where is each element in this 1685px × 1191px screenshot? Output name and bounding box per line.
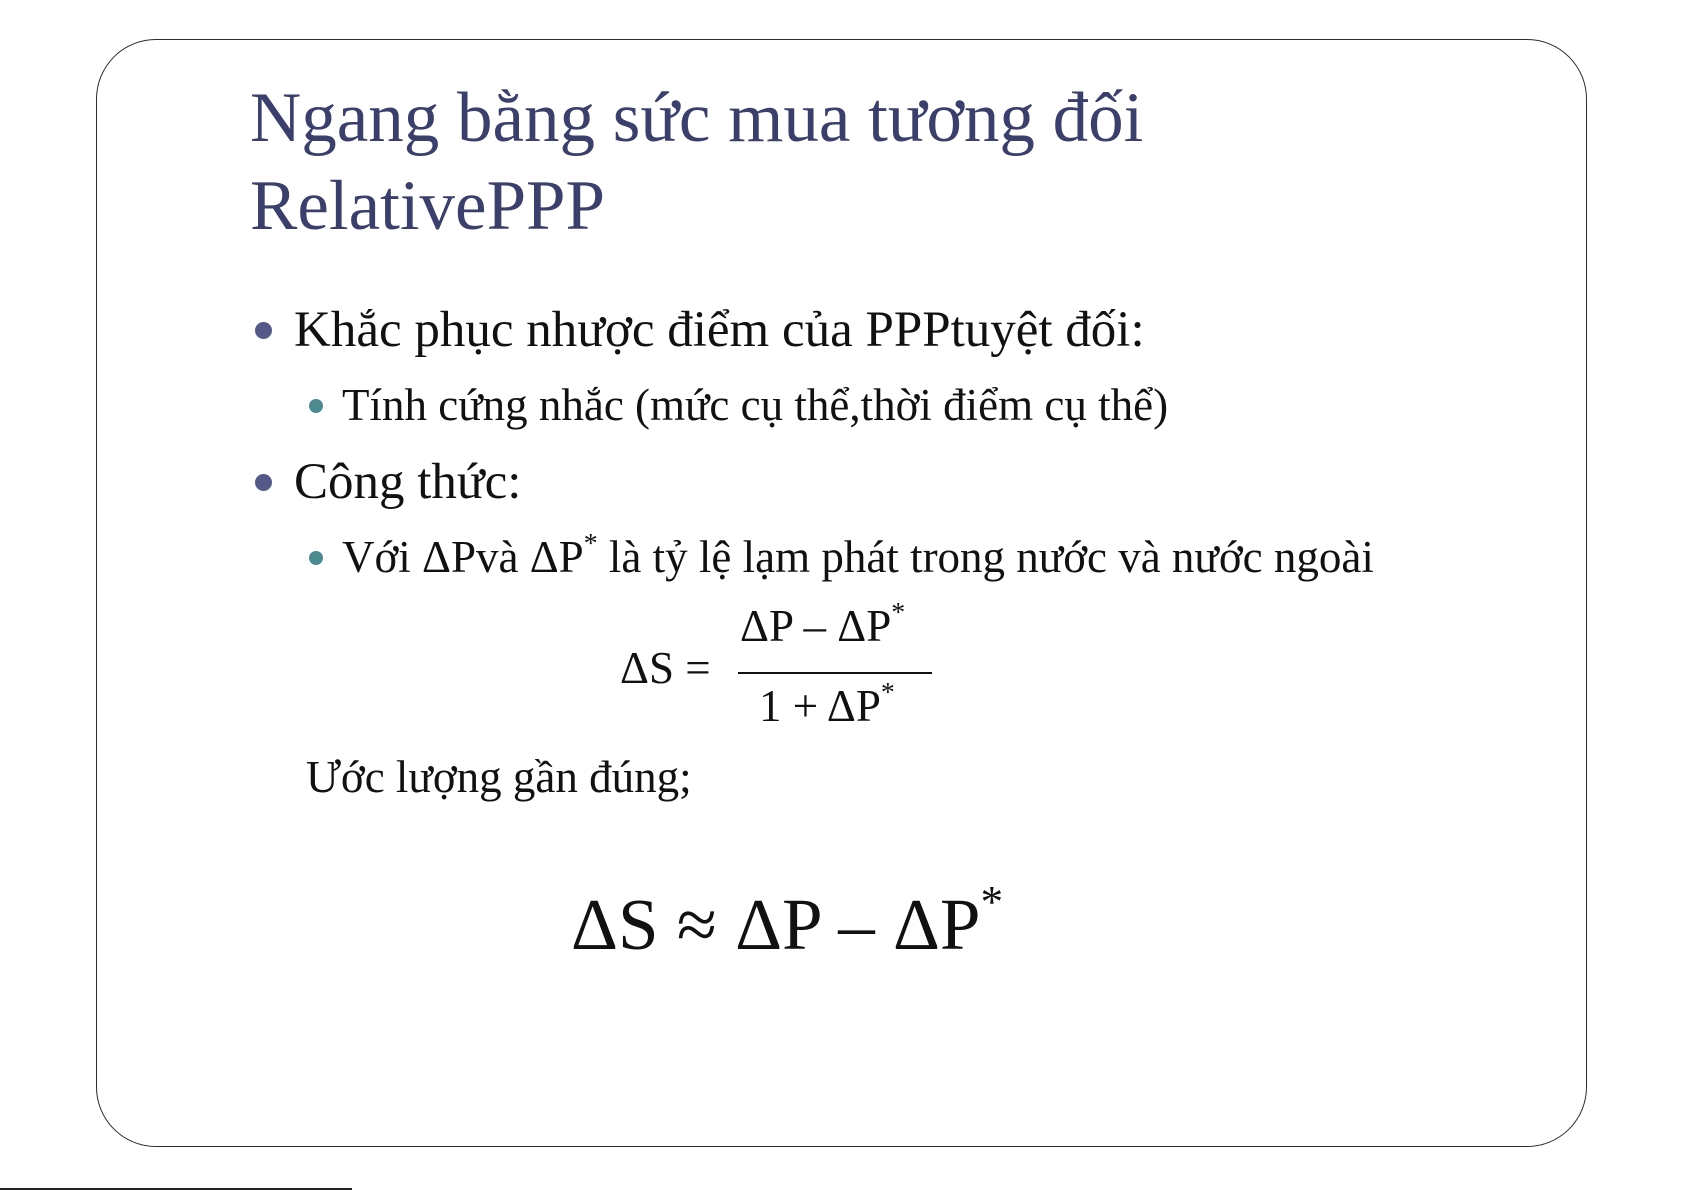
- bullet-1: [255, 300, 1145, 360]
- formula-denominator-star: *: [880, 676, 895, 708]
- fraction-bar: [738, 672, 932, 674]
- sub-bullet-dot-icon: [309, 399, 323, 413]
- formula-numerator: [740, 596, 906, 652]
- sub-bullet-2-star: *: [583, 527, 598, 559]
- bullet-dot-icon: [255, 474, 272, 491]
- slide-title: [250, 74, 1143, 250]
- sub-bullet-2-text-after: là tỷ lệ lạm phát trong nước và nước ngoài: [597, 532, 1374, 582]
- bullet-dot-icon: [255, 322, 272, 339]
- sub-bullet-2: [309, 527, 1374, 584]
- formula-numerator-text: ΔP – ΔP: [740, 601, 892, 651]
- approx-formula-text: ΔS ≈ ΔP – ΔP: [571, 884, 981, 965]
- sub-bullet-1-text: Tính cứng nhắc (mức cụ thể,thời điểm cụ thể): [342, 380, 1169, 430]
- approx-formula-star: *: [980, 876, 1004, 927]
- exact-formula: [620, 596, 950, 740]
- formula-numerator-star: *: [891, 596, 906, 628]
- approx-formula: [571, 876, 1004, 968]
- formula-denominator-text: 1 + ΔP: [759, 681, 881, 731]
- bullet-2-text: Công thức:: [294, 454, 522, 510]
- formula-lhs: ΔS =: [620, 643, 711, 693]
- title-line-2: RelativePPP: [250, 167, 606, 245]
- bottom-rule: [0, 1188, 352, 1190]
- bullet-2: [255, 452, 521, 512]
- sub-bullet-2-text-before: Với ΔPvà ΔP: [342, 532, 584, 582]
- formula-denominator: [759, 676, 895, 732]
- approx-label: Ước lượng gần đúng;: [306, 752, 692, 802]
- sub-bullet-dot-icon: [309, 551, 323, 565]
- sub-bullet-1: [309, 378, 1168, 432]
- bullet-1-text: Khắc phục nhược điểm của PPPtuyệt đối:: [294, 302, 1145, 358]
- title-line-1: Ngang bằng sức mua tương đối: [250, 79, 1144, 157]
